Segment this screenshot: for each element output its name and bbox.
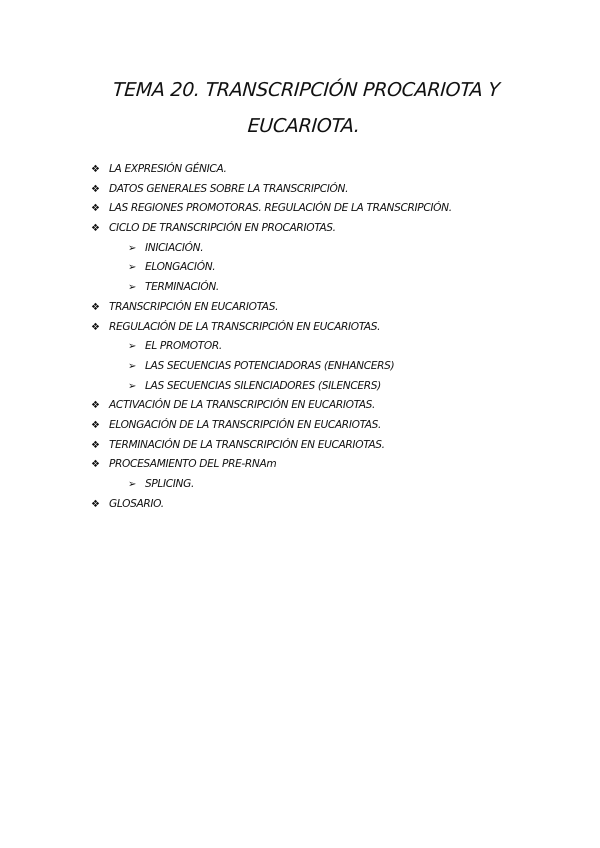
outline-subitem [0, 475, 600, 495]
outline-item-text: PROCESAMIENTO DEL PRE-RNAm [109, 458, 277, 471]
diamond-bullet-icon: ❖ [91, 459, 100, 471]
outline-item-text: LA EXPRESIÓN GÉNICA. [109, 163, 227, 175]
arrow-bullet-icon: ➢ [128, 360, 137, 372]
outline-item [0, 160, 600, 180]
outline-item [0, 436, 600, 456]
outline-item-text: LAS SECUENCIAS POTENCIADORAS (ENHANCERS) [145, 359, 395, 372]
outline-item-text: ACTIVACIÓN DE LA TRANSCRIPCIÓN EN EUCARIOTAS. [109, 399, 376, 412]
outline-item-text: INICIACIÓN. [145, 241, 204, 254]
arrow-bullet-icon: ➢ [128, 380, 137, 392]
outline-item-text: GLOSARIO. [109, 497, 164, 510]
outline-item-text: EL PROMOTOR. [145, 340, 222, 353]
outline-item [0, 298, 600, 318]
table-of-contents [0, 160, 600, 514]
outline-item [0, 455, 600, 475]
arrow-bullet-icon: ➢ [128, 479, 137, 490]
outline-item [0, 495, 600, 515]
diamond-bullet-icon: ❖ [91, 321, 100, 333]
outline-item-text: SPLICING. [145, 478, 195, 490]
outline-item-text: TRANSCRIPCIÓN EN EUCARIOTAS. [109, 300, 279, 313]
outline-subitem [0, 377, 600, 397]
outline-item-text: ELONGACIÓN DE LA TRANSCRIPCIÓN EN EUCARIOTAS. [109, 418, 382, 431]
outline-item-text: TERMINACIÓN DE LA TRANSCRIPCIÓN EN EUCARIOTAS. [109, 438, 385, 451]
outline-item-text: LAS REGIONES PROMOTORAS. REGULACIÓN DE LA TRANSCRIPCIÓN. [109, 202, 452, 215]
outline-item [0, 318, 600, 338]
outline-item-text: CICLO DE TRANSCRIPCIÓN EN PROCARIOTAS. [109, 222, 336, 235]
outline-item [0, 180, 600, 200]
diamond-bullet-icon: ❖ [91, 223, 100, 235]
outline-item-text: REGULACIÓN DE LA TRANSCRIPCIÓN EN EUCARIOTAS. [109, 320, 381, 333]
outline-item-text: ELONGACIÓN. [145, 261, 216, 274]
outline-item-text: TERMINACIÓN. [145, 281, 219, 294]
arrow-bullet-icon: ➢ [128, 242, 137, 254]
diamond-bullet-icon: ❖ [91, 400, 100, 412]
outline-item [0, 199, 600, 219]
outline-item [0, 396, 600, 416]
outline-item-text: LAS SECUENCIAS SILENCIADORES (SILENCERS) [145, 379, 381, 392]
page-title: TEMA 20. TRANSCRIPCIÓN PROCARIOTA Y EUCARIOTA. [112, 79, 501, 137]
outline-subitem [0, 278, 600, 298]
arrow-bullet-icon: ➢ [128, 341, 137, 353]
outline-subitem [0, 258, 600, 278]
diamond-bullet-icon: ❖ [91, 419, 100, 431]
diamond-bullet-icon: ❖ [91, 183, 100, 195]
outline-subitem [0, 357, 600, 377]
arrow-bullet-icon: ➢ [128, 262, 137, 274]
arrow-bullet-icon: ➢ [128, 282, 137, 294]
outline-item-text: DATOS GENERALES SOBRE LA TRANSCRIPCIÓN. [109, 182, 349, 195]
outline-item [0, 219, 600, 239]
outline-subitem [0, 337, 600, 357]
diamond-bullet-icon: ❖ [91, 164, 100, 175]
diamond-bullet-icon: ❖ [91, 301, 100, 313]
diamond-bullet-icon: ❖ [91, 439, 100, 451]
diamond-bullet-icon: ❖ [91, 203, 100, 215]
diamond-bullet-icon: ❖ [91, 498, 100, 510]
outline-item [0, 416, 600, 436]
outline-subitem [0, 239, 600, 259]
